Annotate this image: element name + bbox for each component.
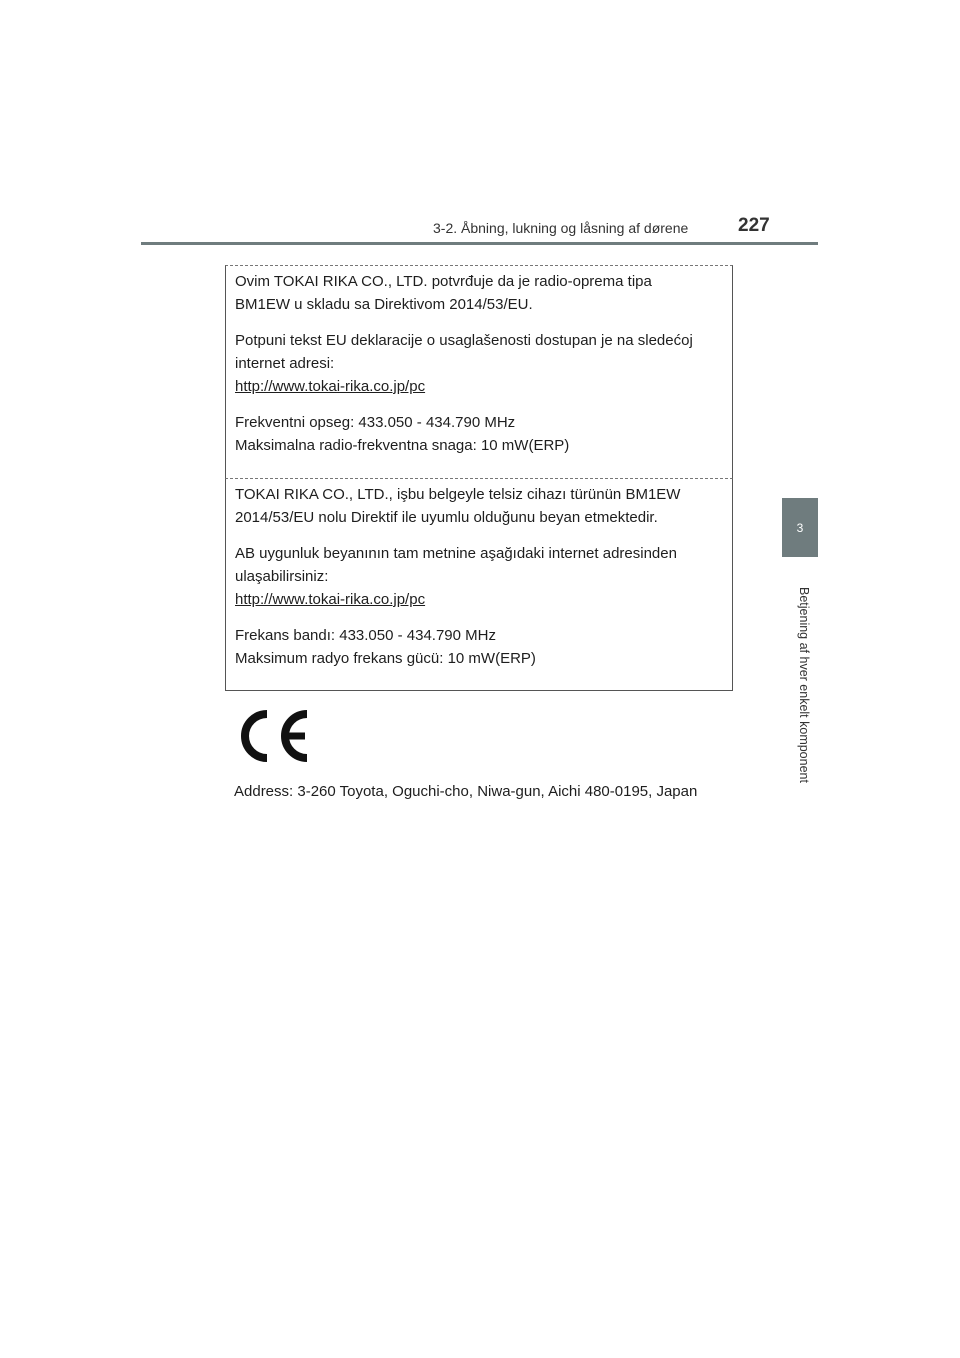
declaration-line: BM1EW u skladu sa Direktivom 2014/53/EU. bbox=[235, 296, 533, 313]
chapter-tab bbox=[782, 498, 818, 557]
declaration-line: Ovim TOKAI RIKA CO., LTD. potvrđuje da je radio-oprema tipa bbox=[235, 273, 652, 290]
chapter-side-label: Betjening af hver enkelt komponent bbox=[797, 587, 811, 783]
declaration-link[interactable]: http://www.tokai-rika.co.jp/pc bbox=[235, 591, 426, 608]
ce-mark-icon bbox=[237, 710, 313, 762]
declaration-link[interactable]: http://www.tokai-rika.co.jp/pc bbox=[235, 378, 426, 395]
declaration-line: internet adresi: bbox=[235, 355, 335, 372]
frequency-line: Frekans bandı: 433.050 - 434.790 MHz bbox=[235, 627, 496, 644]
declaration-box-turkish bbox=[225, 479, 733, 691]
declaration-line: ulaşabilirsiniz: bbox=[235, 568, 329, 585]
manufacturer-address: Address: 3-260 Toyota, Oguchi-cho, Niwa-gun, Aichi 480-0195, Japan bbox=[234, 783, 698, 800]
header-title: 3-2. Åbning, lukning og låsning af dørene bbox=[433, 220, 689, 236]
power-line: Maksimalna radio-frekventna snaga: 10 mW(ERP) bbox=[235, 437, 570, 454]
power-line: Maksimum radyo frekans gücü: 10 mW(ERP) bbox=[235, 650, 536, 667]
declaration-line: AB uygunluk beyanının tam metnine aşağıdaki internet adresinden bbox=[235, 545, 677, 562]
chapter-number: 3 bbox=[796, 520, 804, 535]
declaration-box-serbian bbox=[225, 265, 733, 479]
declaration-line: Potpuni tekst EU deklaracije o usaglašenosti dostupan je na sledećoj bbox=[235, 332, 693, 349]
page-number: 227 bbox=[738, 215, 770, 236]
header-rule bbox=[141, 242, 818, 245]
declaration-line: 2014/53/EU nolu Direktif ile uyumlu olduğunu beyan etmektedir. bbox=[235, 509, 658, 526]
declaration-line: TOKAI RIKA CO., LTD., işbu belgeyle telsiz cihazı türünün BM1EW bbox=[235, 486, 681, 503]
frequency-line: Frekventni opseg: 433.050 - 434.790 MHz bbox=[235, 414, 516, 431]
